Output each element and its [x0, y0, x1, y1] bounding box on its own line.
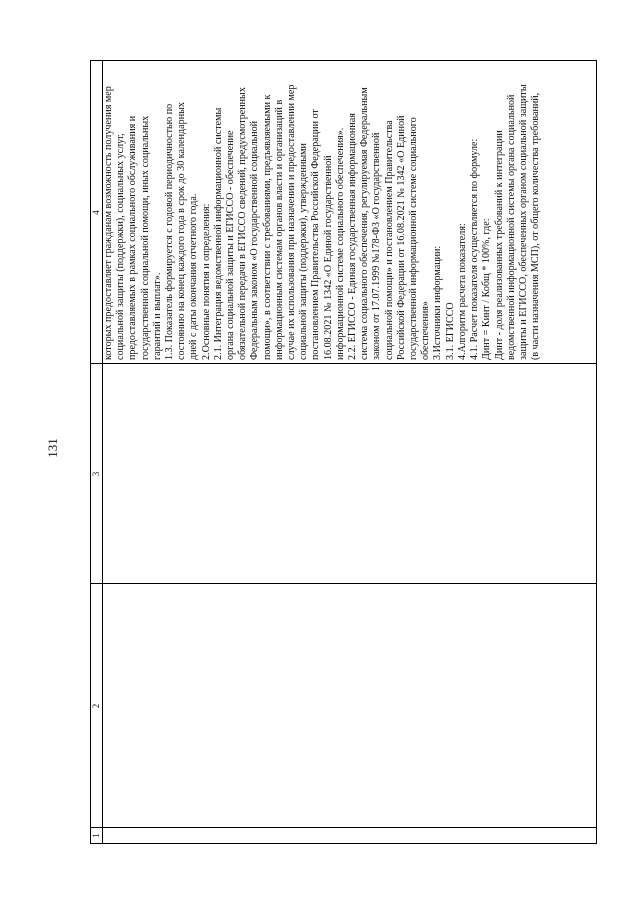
- text-line: (в части назначения МСП), от общего количества требований,: [530, 92, 542, 360]
- cell-col-1: [103, 828, 596, 843]
- cell-col-4-text: [103, 63, 542, 362]
- cell-col-3: [103, 364, 596, 584]
- text-line: дней с даты окончания отчетного года.: [188, 193, 200, 360]
- cell-col-2: [103, 584, 596, 828]
- text-line: государственной информационной системе социального: [408, 117, 420, 360]
- text-line: 16.08.2021 № 1342 «О Единой государственной: [322, 155, 334, 360]
- page-number: 131: [45, 438, 60, 458]
- text-line: Динт = Кинт / Кобщ * 100%, где:: [481, 218, 493, 360]
- text-line: социальной помощи» и постановлением Правительства: [383, 120, 395, 360]
- text-line: социальной защиты (поддержки), социальных услуг,: [115, 133, 127, 360]
- text-line: обязательной передачи в ЕГИССО сведений, предусмотренных: [237, 87, 249, 360]
- header-col-3: 3: [91, 471, 101, 477]
- table-header-row: [91, 61, 103, 843]
- text-line: Федеральным законом «О государственной социальной: [249, 120, 261, 360]
- text-line: защиты и ЕГИССО, обеспеченных органом социальной защиты: [517, 84, 529, 360]
- text-line: Динт - доля реализованных требований к интеграции: [493, 130, 505, 360]
- text-line: 4.1. Расчет показателя осуществляется по формуле:: [469, 138, 481, 360]
- header-col-4: 4: [91, 210, 101, 215]
- text-line: ведомственной информационной системы органа социальной: [505, 94, 517, 360]
- text-line: государственной социальной помощи, иных социальных: [139, 115, 151, 360]
- header-col-2: 2: [91, 703, 101, 709]
- text-line: 1.3. Показатель формируется с годовой периодичностью по: [164, 103, 176, 360]
- text-line: законом от 17.07.1999 №178-ФЗ «О государственной: [371, 132, 383, 360]
- text-line: информационным системам органов власти и организаций в: [273, 99, 285, 360]
- text-line: случае их использования при назначении и предоставлении мер: [286, 84, 298, 360]
- text-line: которых предоставляет гражданам возможность получения мер: [103, 86, 114, 360]
- text-line: система социального обеспечения, регулируемая Федеральным: [359, 87, 371, 360]
- text-line: 2.1. Интеграция ведомственной информационной системы: [212, 107, 224, 360]
- text-line: 3.1. ЕГИССО: [444, 302, 456, 360]
- text-line: 3.Источники информации:: [432, 245, 444, 360]
- text-line: 2.2. ЕГИССО - Единая государственная информационная: [347, 113, 359, 360]
- indicator-table: [90, 60, 597, 844]
- text-line: Российской Федерации от 16.08.2021 № 1342 «О Единой: [395, 115, 407, 360]
- text-line: предоставляемых в рамках социального обслуживания и: [127, 115, 139, 360]
- text-line: органа социальной защиты и ЕГИССО - обеспечение: [225, 130, 237, 360]
- text-line: состоянию на конец каждого года в срок до 30 календарных: [176, 102, 188, 360]
- table-row: [103, 61, 596, 843]
- text-line: социальной защиты (поддержки), утвержденными: [298, 143, 310, 360]
- text-line: обеспечения»: [420, 301, 432, 360]
- text-line: гарантий и выплат».: [151, 272, 163, 360]
- text-line: постановлением Правительства Российской Федерации от: [310, 109, 322, 360]
- text-line: 2.Основные понятия и определения:: [200, 203, 212, 360]
- header-col-1: 1: [91, 833, 101, 838]
- text-line: помощи», в соответствии с требованиями, предъявляемыми к: [261, 94, 273, 360]
- cell-col-4: [103, 63, 596, 362]
- text-line: 4.Алгоритм расчета показателя:: [456, 223, 468, 360]
- text-line: информационной системе социального обеспечения».: [334, 127, 346, 360]
